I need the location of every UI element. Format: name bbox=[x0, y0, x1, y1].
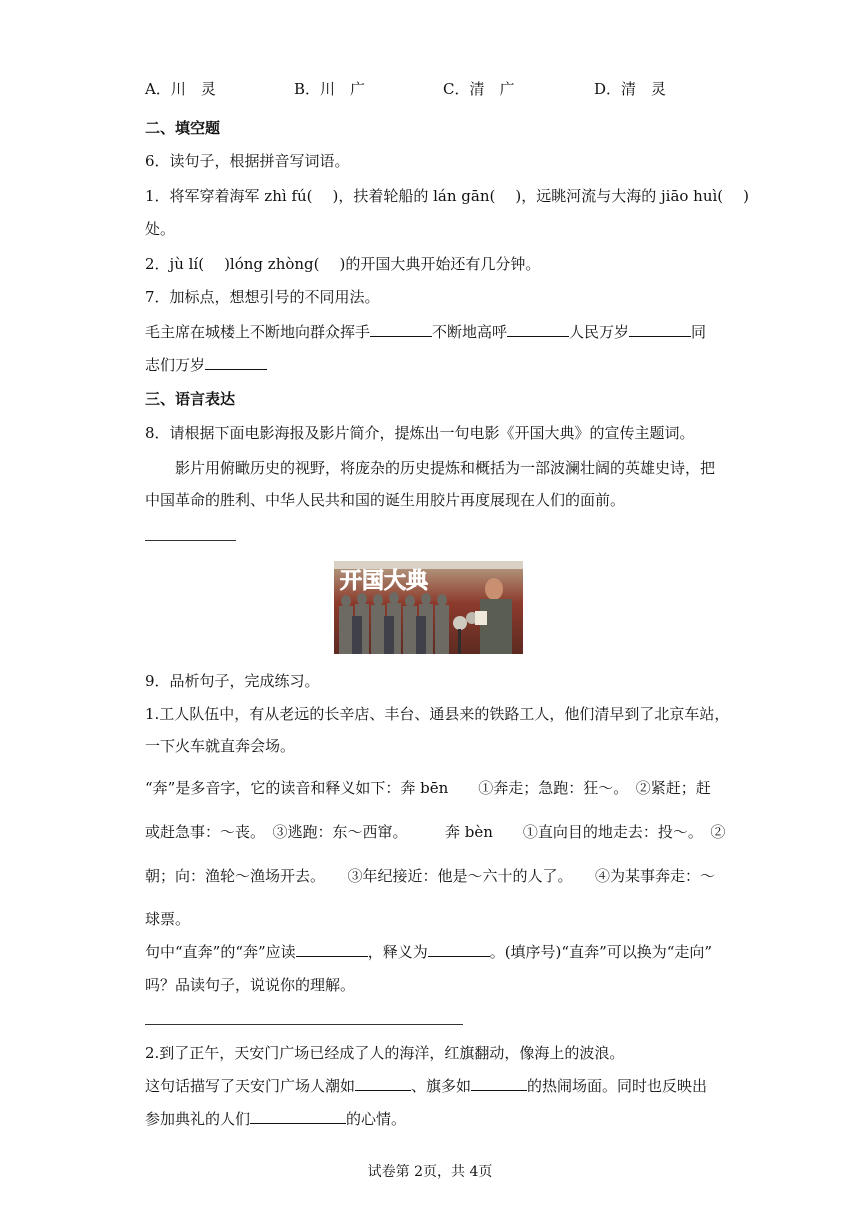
q6-s1-part-c: )，远眺河流与大海的 jiāo huì( bbox=[515, 187, 724, 205]
q8-paragraph-line-2: 中国革命的胜利、中华人民共和国的诞生用胶片再度展现在人们的面前。 bbox=[145, 491, 626, 509]
q9-sentence-1-line-2: 一下火车就直奔会场。 bbox=[145, 737, 296, 755]
q9-s2-part-b: 、旗多如 bbox=[411, 1077, 472, 1095]
q9-definition-line-4: 球票。 bbox=[145, 910, 191, 928]
q9-sentence-2-line-3 bbox=[145, 1109, 406, 1129]
q7-l1-part-a: 毛主席在城楼上不断地向群众挥手 bbox=[145, 323, 371, 341]
q6-stem: 6．读句子，根据拼音写词语。 bbox=[145, 152, 350, 170]
q7-blank[interactable] bbox=[205, 355, 267, 370]
q8-answer-line[interactable] bbox=[145, 540, 236, 541]
q9-stem: 9．品析句子，完成练习。 bbox=[145, 672, 320, 690]
option-a: A．川 灵 bbox=[145, 80, 216, 98]
q9-s2-part-a: 这句话描写了天安门广场人潮如 bbox=[145, 1077, 356, 1095]
q7-l1-part-c: 人民万岁 bbox=[569, 323, 630, 341]
q9-question-line-1 bbox=[145, 942, 712, 962]
section-title-language-expression: 三、语言表达 bbox=[145, 390, 236, 408]
q7-l1-part-d: 同 bbox=[691, 323, 707, 341]
q9-sentence-2-line-2 bbox=[145, 1076, 707, 1096]
q6-sentence-1 bbox=[145, 186, 749, 206]
q9-s2-blank[interactable] bbox=[471, 1076, 527, 1091]
q6-sentence-1-cont: 处。 bbox=[145, 220, 176, 238]
q9-definition-line-3: 朝；向：渔轮～渔场开去。 ③年纪接近：他是～六十的人了。 ④为某事奔走：～ bbox=[145, 867, 716, 885]
q9-definition-line-1: “奔”是多音字，它的读音和释义如下：奔 bēn ①奔走；急跑：狂～。 ②紧赶；赶 bbox=[145, 779, 711, 797]
q9-answer-line[interactable] bbox=[145, 1024, 463, 1025]
q9-s2-part-c: 的热闹场面。同时也反映出 bbox=[527, 1077, 708, 1095]
option-c: C．清 广 bbox=[443, 80, 515, 98]
poster-title: 开国大典 bbox=[340, 569, 429, 594]
option-b: B．川 广 bbox=[294, 80, 366, 98]
q9-pronunciation-blank[interactable] bbox=[296, 942, 368, 957]
q9-s2-blank[interactable] bbox=[355, 1076, 411, 1091]
section-title-fill-blank: 二、填空题 bbox=[145, 119, 221, 137]
q7-line-2 bbox=[145, 355, 267, 375]
q6-s1-part-d: ) bbox=[743, 187, 750, 205]
q7-line-1 bbox=[145, 322, 706, 342]
q9-s2-part-e: 的心情。 bbox=[346, 1110, 407, 1128]
q7-l1-part-b: 不断地高呼 bbox=[432, 323, 508, 341]
q9-definition-line-2: 或赶急事：～丧。 ③逃跑：东～西窜。 奔 bèn ①直向目的地走去：投～。 ② bbox=[145, 823, 726, 841]
q9-ask-part-c: 。(填序号)“直奔”可以换为“走向” bbox=[489, 943, 713, 961]
q9-sentence-2-line-1: 2.到了正午，天安门广场已经成了人的海洋，红旗翻动，像海上的波浪。 bbox=[145, 1044, 625, 1062]
q8-stem: 8．请根据下面电影海报及影片简介，提炼出一句电影《开国大典》的宣传主题词。 bbox=[145, 424, 695, 442]
option-d: D．清 灵 bbox=[594, 80, 667, 98]
q6-s1-part-a: 1．将军穿着海军 zhì fú( bbox=[145, 187, 313, 205]
q8-paragraph-line-1: 影片用俯瞰历史的视野，将庞杂的历史提炼和概括为一部波澜壮阔的英雄史诗，把 bbox=[175, 459, 716, 477]
q9-ask-part-a: 句中“直奔”的“奔”应读 bbox=[145, 943, 296, 961]
page-footer: 试卷第 2页，共 4页 bbox=[367, 1164, 493, 1180]
q9-s2-blank[interactable] bbox=[250, 1109, 346, 1124]
q7-blank[interactable] bbox=[629, 322, 691, 337]
q6-s2-part-c: )的开国大典开始还有几分钟。 bbox=[339, 255, 541, 273]
q9-ask-part-b: ，释义为 bbox=[367, 943, 428, 961]
q9-sentence-1-line-1: 1.工人队伍中，有从老远的长辛店、丰台、通县来的铁路工人，他们清早到了北京车站， bbox=[145, 705, 730, 723]
q7-l2-part-a: 志们万岁 bbox=[145, 356, 206, 374]
q7-blank[interactable] bbox=[370, 322, 432, 337]
movie-poster-image bbox=[334, 561, 523, 654]
q9-question-line-2: 吗？品读句子，说说你的理解。 bbox=[145, 976, 356, 994]
q7-blank[interactable] bbox=[507, 322, 569, 337]
q6-s2-part-a: 2．jù lí( bbox=[145, 255, 205, 273]
q6-s1-part-b: )，扶着轮船的 lán gān( bbox=[332, 187, 496, 205]
q6-s2-part-b: )lóng zhòng( bbox=[224, 255, 320, 273]
movie-poster-illustration bbox=[334, 561, 523, 654]
q7-stem: 7．加标点，想想引号的不同用法。 bbox=[145, 288, 380, 306]
q9-s2-part-d: 参加典礼的人们 bbox=[145, 1110, 251, 1128]
q6-sentence-2 bbox=[145, 254, 540, 274]
q9-meaning-blank[interactable] bbox=[428, 942, 490, 957]
